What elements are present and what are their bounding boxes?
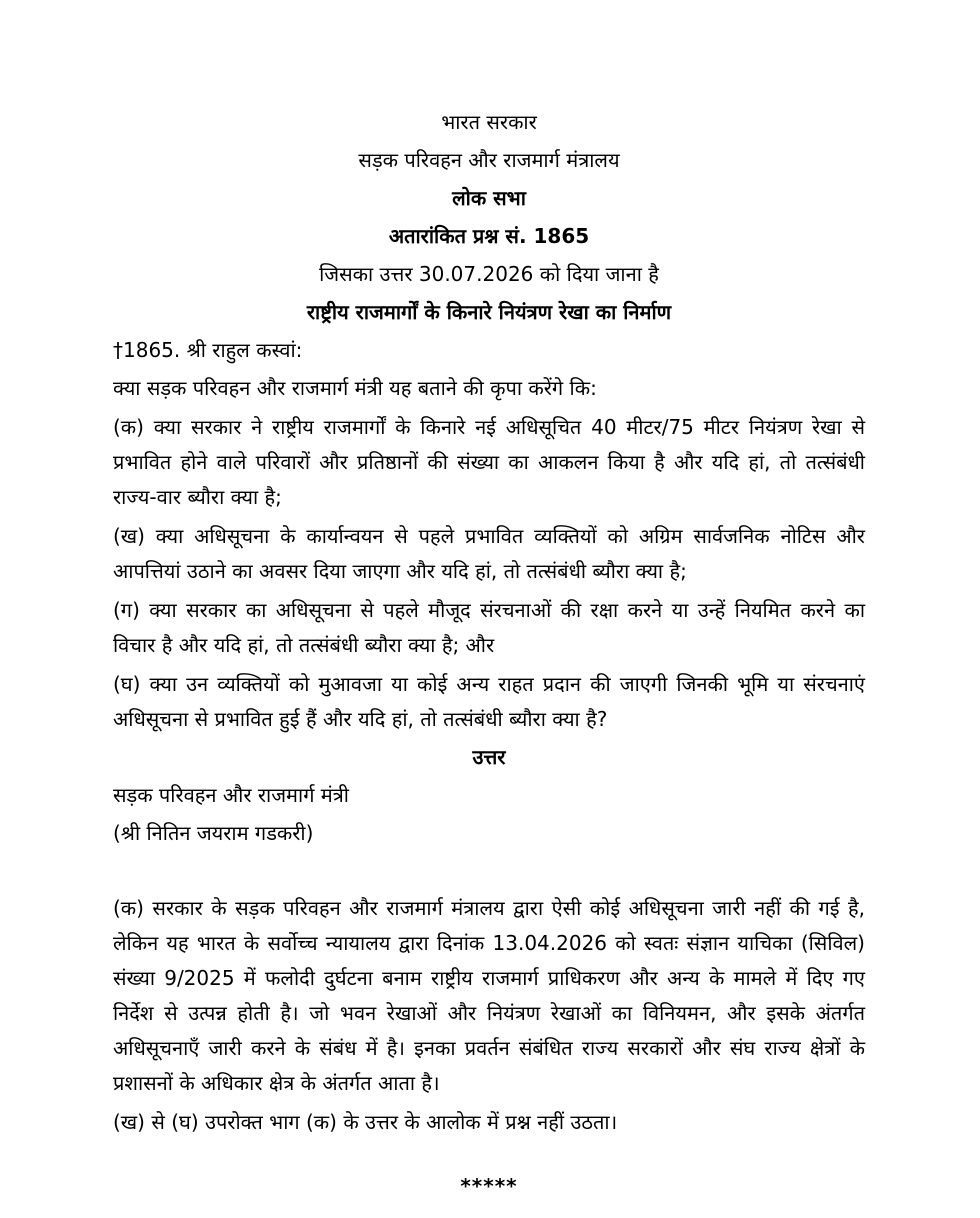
question-number: अतारांकित प्रश्न सं. 1865 xyxy=(388,224,590,248)
question-part-ka: (क) क्या सरकार ने राष्ट्रीय राजमार्गों के किनारे नई अधिसूचित 40 मीटर/75 मीटर नियंत्रण रेखा से प्रभावित होने वाले परिवारों और प्रतिष्ठानों की संख्या का आकलन किया है और यदि हां, तो तत्संबंधी राज्य-वार ब्यौरा क्या है; xyxy=(113,415,865,509)
question-intro: क्या सड़क परिवहन और राजमार्ग मंत्री यह बताने की कृपा करेंगे कि: xyxy=(113,376,597,400)
end-mark: ***** xyxy=(460,1174,518,1198)
answer-paragraph-ka: (क) सरकार के सड़क परिवहन और राजमार्ग मंत्रालय द्वारा ऐसी कोई अधिसूचना जारी नहीं की गई है, लेकिन यह भारत के सर्वोच्च न्यायालय द्वारा दिनांक 13.04.2026 को स्वतः संज्ञान याचिका (सिविल) संख्या 9/2025 में फलोदी दुर्घटना बनाम राष्ट्रीय राजमार्ग प्राधिकरण और अन्य के मामले में दिए गए निर्देश से उत्पन्न होती है। जो भवन रेखाओं और नियंत्रण रेखाओं का विनियमन, और इसके अंतर्गत अधिसूचनाएँ जारी करने के संबंध में है। इनका प्रवर्तन संबंधित राज्य सरकारों और संघ राज्य क्षेत्रों के प्रशासनों के अधिकार क्षेत्र के अंतर्गत आता है। xyxy=(113,896,865,1095)
house-heading: लोक सभा xyxy=(452,186,526,210)
document-page xyxy=(113,106,865,1218)
question-asker: †1865. श्री राहुल कस्वां: xyxy=(113,338,303,362)
government-heading: भारत सरकार xyxy=(441,110,537,134)
question-subject: राष्ट्रीय राजमार्गों के किनारे नियंत्रण रेखा का निर्माण xyxy=(306,300,672,324)
question-part-gha: (घ) क्या उन व्यक्तियों को मुआवजा या कोई अन्य राहत प्रदान की जाएगी जिनकी भूमि या संरचनाएं अधिसूचना से प्रभावित हुई हैं और यदि हां, तो तत्संबंधी ब्यौरा क्या है? xyxy=(113,672,865,731)
minister-name: (श्री नितिन जयराम गडकरी) xyxy=(113,821,314,845)
answer-paragraph-kha-gha: (ख) से (घ) उपरोक्त भाग (क) के उत्तर के आलोक में प्रश्न नहीं उठता। xyxy=(113,1110,618,1134)
section-spacer xyxy=(113,855,865,891)
answer-date: जिसका उत्तर 30.07.2026 को दिया जाना है xyxy=(319,262,659,286)
ministry-heading: सड़क परिवहन और राजमार्ग मंत्रालय xyxy=(358,148,620,172)
minister-title: सड़क परिवहन और राजमार्ग मंत्री xyxy=(113,783,349,807)
question-part-kha: (ख) क्या अधिसूचना के कार्यान्वयन से पहले प्रभावित व्यक्तियों को अग्रिम सार्वजनिक नोटिस और आपत्तियां उठाने का अवसर दिया जाएगा और यदि हां, तो तत्संबंधी ब्यौरा क्या है; xyxy=(113,524,865,583)
answer-heading: उत्तर xyxy=(472,745,506,769)
question-part-ga: (ग) क्या सरकार का अधिसूचना से पहले मौजूद संरचनाओं की रक्षा करने या उन्हें नियमित करने का विचार है और यदि हां, तो तत्संबंधी ब्यौरा क्या है; और xyxy=(113,598,865,657)
